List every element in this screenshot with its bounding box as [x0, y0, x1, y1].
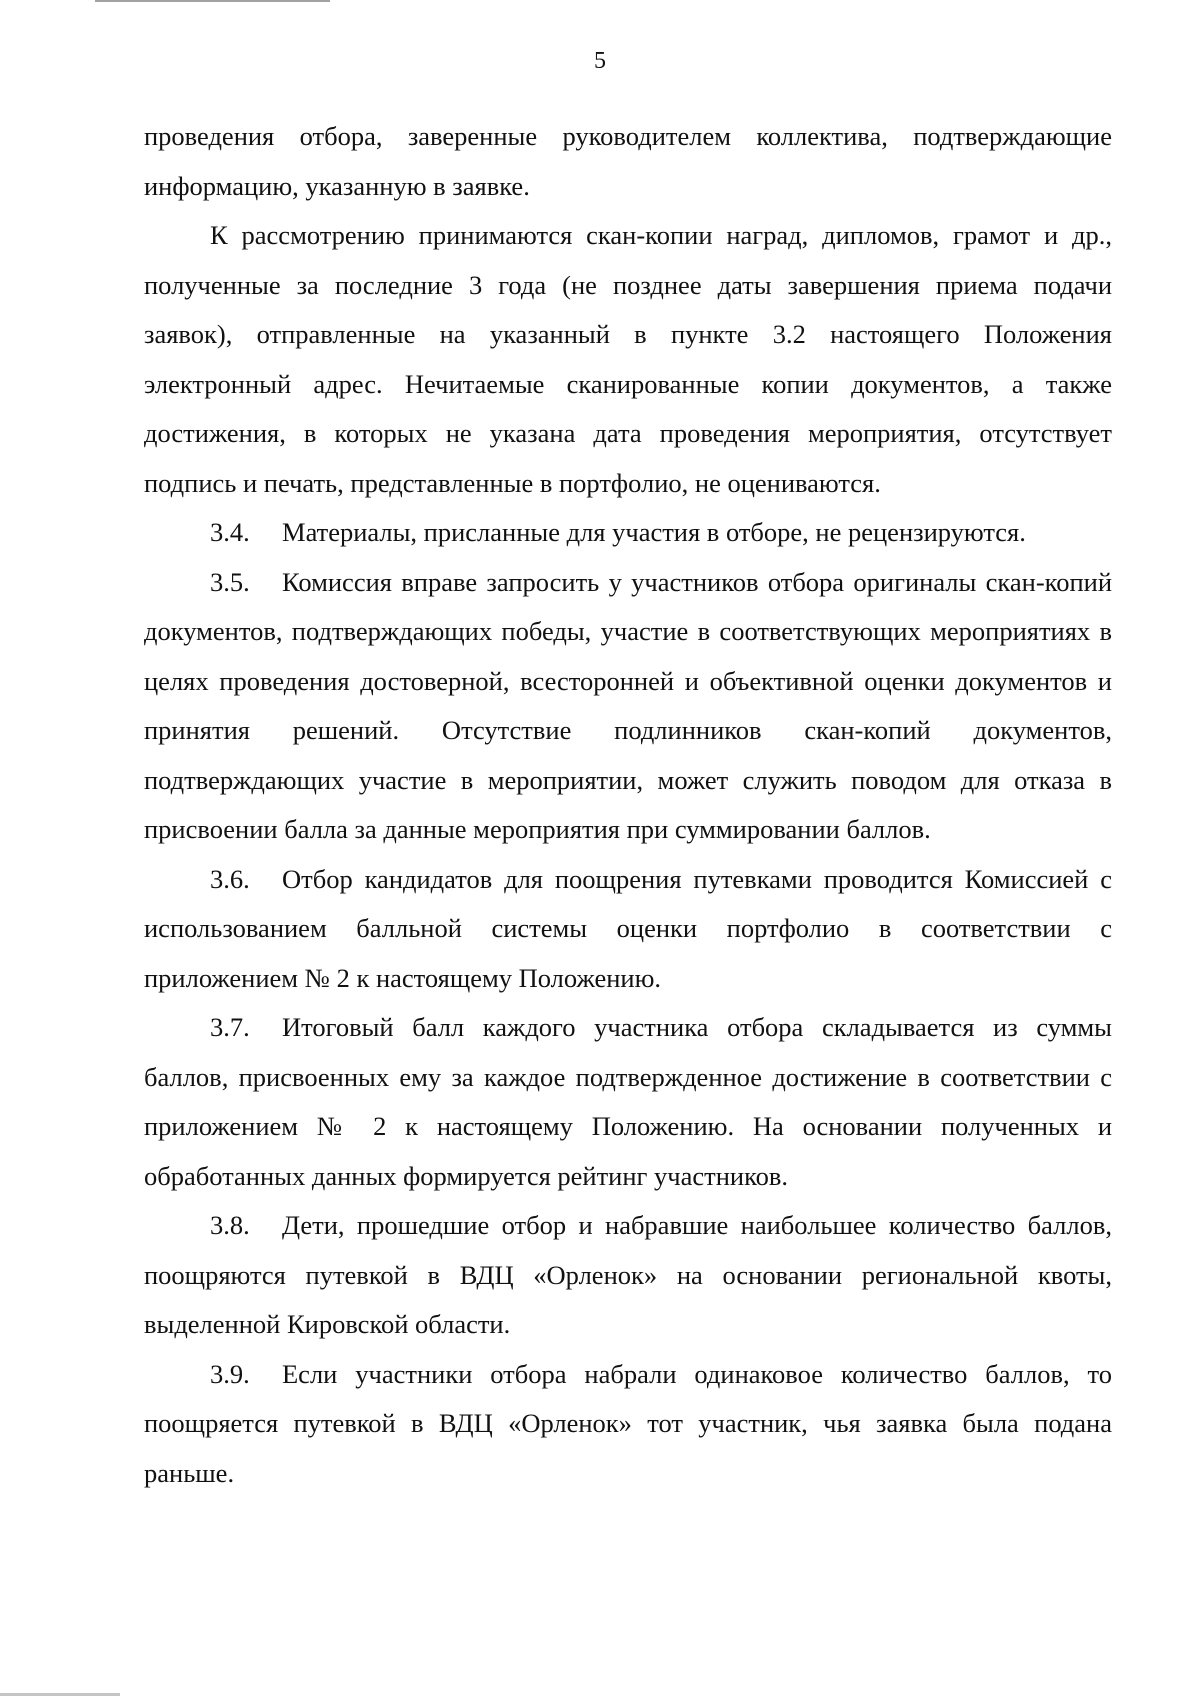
paragraph-number: 3.4. — [210, 517, 250, 547]
scan-edge-top — [95, 0, 330, 2]
paragraph-text: К рассмотрению принимаются скан-копии наград, дипломов, грамот и др., полученные за последние 3 года (не позднее даты завершения приема подачи заявок), отправленные на указанный в пункте 3.2 настоящего Положения электронный адрес. Нечитаемые сканированные копии документов, а также достижения, в которых не указана дата проведения мероприятия, отсутствует подпись и печать, представленные в портфолио, не оцениваются. — [144, 220, 1112, 498]
paragraph-3-8 — [144, 1201, 1112, 1350]
paragraph-number: 3.6. — [210, 863, 250, 894]
paragraph-text: Материалы, присланные для участия в отборе, не рецензируются. — [282, 517, 1026, 547]
paragraph-3-6 — [144, 855, 1112, 1004]
paragraph-text: Итоговый балл каждого участника отбора складывается из суммы баллов, присвоенных ему за каждое подтвержденное достижение в соответствии с приложением № 2 к настоящему Положению. На основании полученных и обработанных данных формируется рейтинг участников. — [144, 1012, 1112, 1191]
paragraph-text: Отбор кандидатов для поощрения путевками проводится Комиссией с использованием балльной системы оценки портфолио в соответствии с приложением № 2 к настоящему Положению. — [144, 863, 1112, 993]
paragraph-scan-copies — [144, 211, 1112, 508]
paragraph-3-5 — [144, 558, 1112, 855]
paragraph-3-4 — [144, 508, 1112, 558]
page-number: 5 — [594, 48, 606, 74]
paragraph-text: Комиссия вправе запросить у участников отбора оригиналы скан-копий документов, подтверждающих победы, участие в соответствующих мероприятиях в целях проведения достоверной, всесторонней и объективной оценки документов и принятия решений. Отсутствие подлинников скан-копий документов, подтверждающих участие в мероприятии, может служить поводом для отказа в присвоении балла за данные мероприятия при суммировании баллов. — [144, 566, 1112, 844]
scan-edge-bottom — [0, 1693, 120, 1696]
paragraph-number: 3.8. — [210, 1210, 250, 1240]
paragraph-number: 3.7. — [210, 1012, 250, 1042]
paragraph-text: проведения отбора, заверенные руководителем коллектива, подтверждающие информацию, указанную в заявке. — [144, 121, 1112, 201]
paragraph-number: 3.9. — [210, 1358, 250, 1389]
document-body — [144, 112, 1112, 1498]
paragraph-text: Дети, прошедшие отбор и набравшие наибольшее количество баллов, поощряются путевкой в ВДЦ «Орленок» на основании региональной квоты, выделенной Кировской области. — [144, 1210, 1112, 1339]
paragraph-3-7 — [144, 1003, 1112, 1201]
paragraph-continuation — [144, 112, 1112, 211]
paragraph-number: 3.5. — [210, 566, 250, 597]
paragraph-text: Если участники отбора набрали одинаковое количество баллов, то поощряется путевкой в ВДЦ «Орленок» тот участник, чья заявка была подана раньше. — [144, 1358, 1112, 1488]
paragraph-3-9 — [144, 1350, 1112, 1499]
